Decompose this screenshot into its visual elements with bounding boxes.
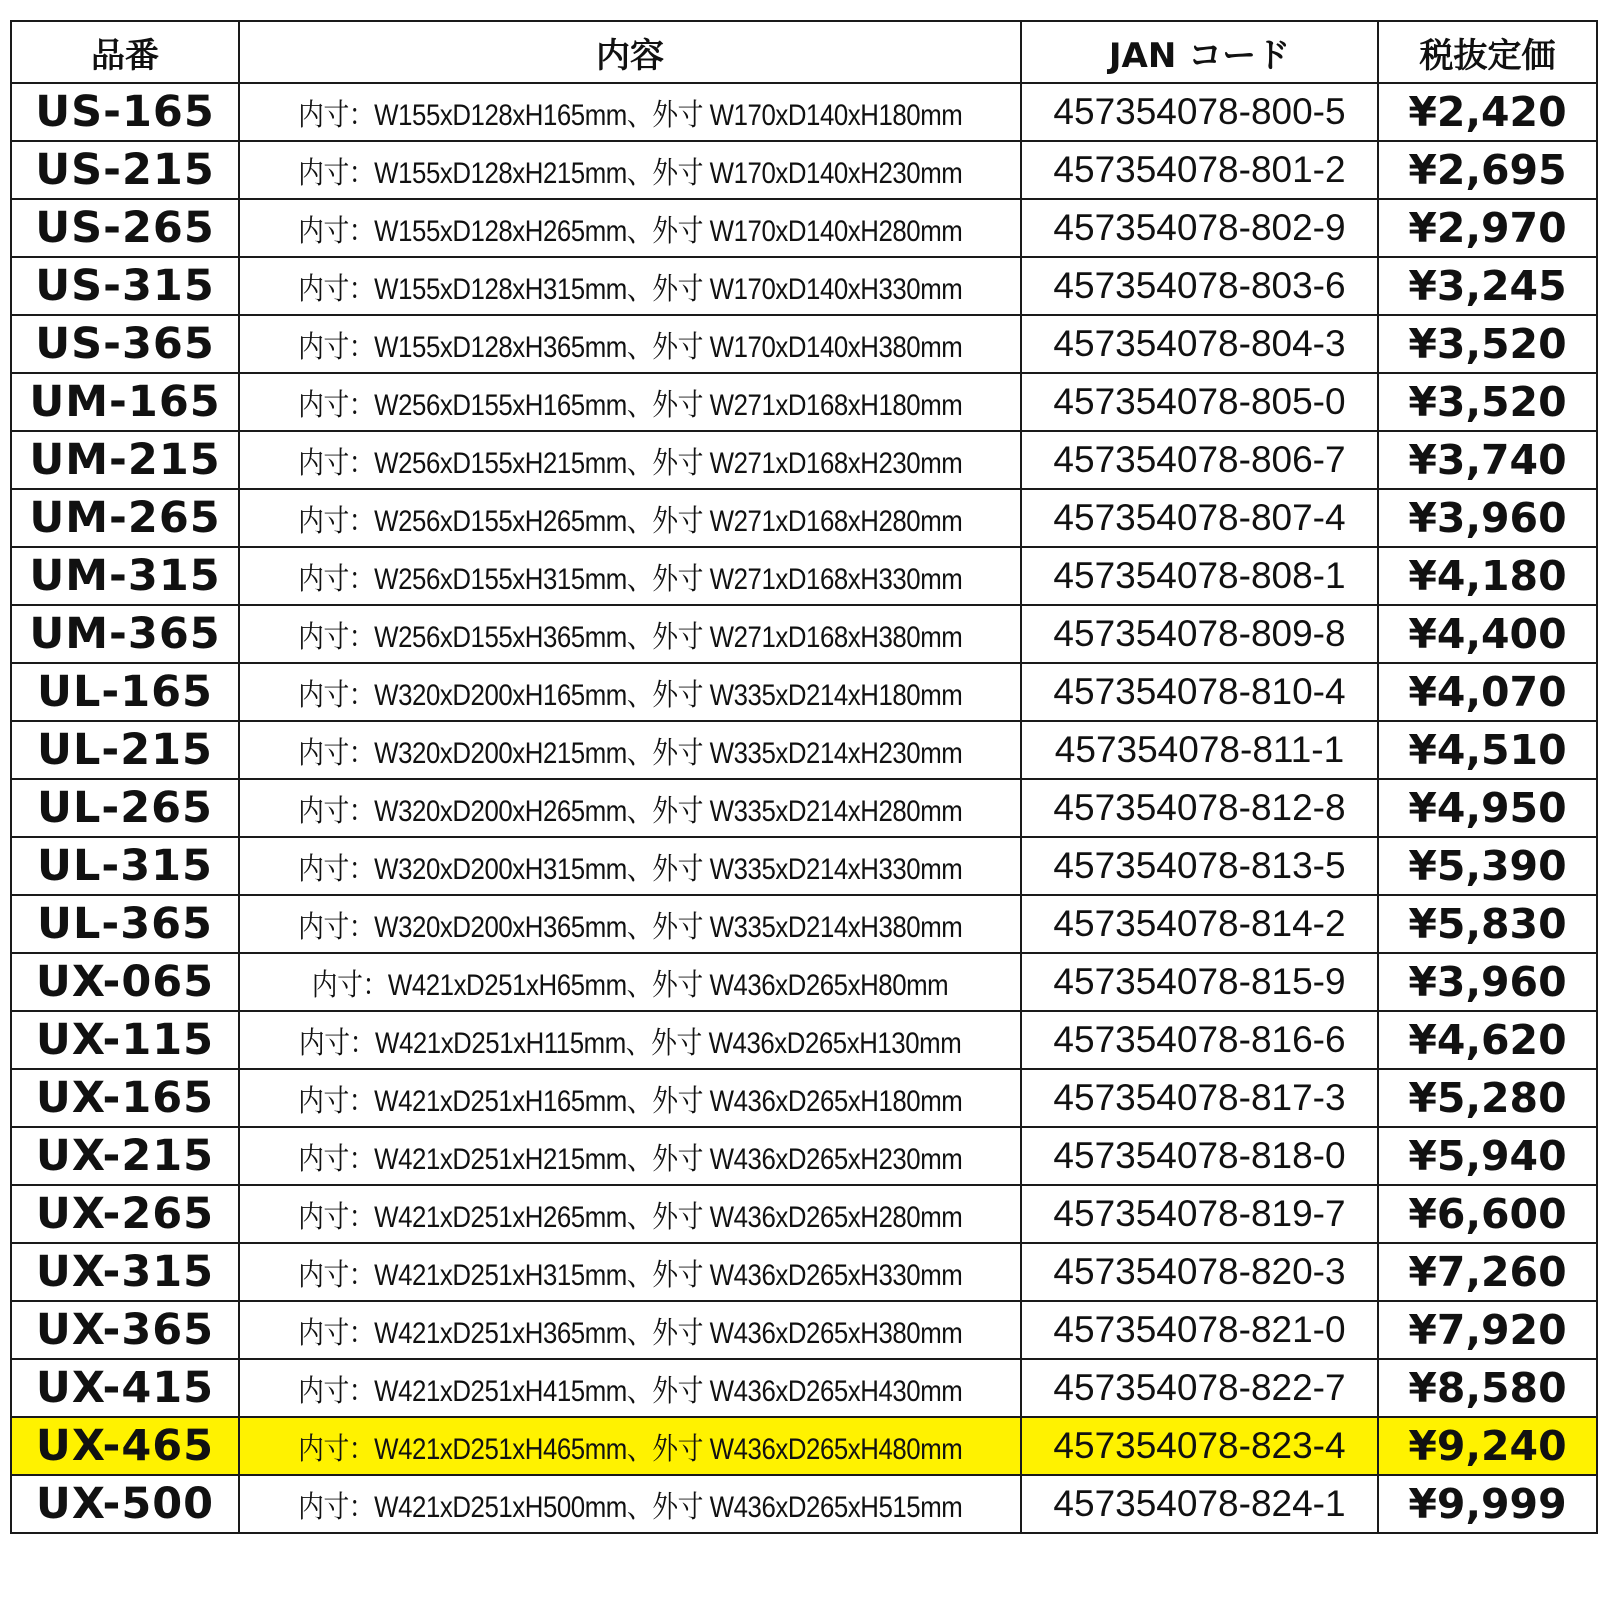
price-cell: ¥5,280	[1378, 1069, 1597, 1127]
description-cell	[239, 141, 1021, 199]
description-cell	[239, 1301, 1021, 1359]
jan-code-cell: 457354078-814-2	[1021, 895, 1378, 953]
header-part-number: 品番	[11, 21, 239, 83]
jan-code-cell: 457354078-815-9	[1021, 953, 1378, 1011]
table-row	[11, 489, 1597, 547]
jan-code-cell: 457354078-813-5	[1021, 837, 1378, 895]
table-row	[11, 837, 1597, 895]
price-cell: ¥5,940	[1378, 1127, 1597, 1185]
description-cell	[239, 1185, 1021, 1243]
description-cell	[239, 779, 1021, 837]
part-number-cell: UX-265	[11, 1185, 239, 1243]
description-cell	[239, 605, 1021, 663]
description-text: 内寸：W320xD200xH215mm、外寸 W335xD214xH230mm	[297, 737, 963, 770]
description-text: 内寸：W155xD128xH215mm、外寸 W170xD140xH230mm	[297, 157, 963, 190]
price-cell: ¥2,695	[1378, 141, 1597, 199]
table-row	[11, 1011, 1597, 1069]
jan-code-cell: 457354078-811-1	[1021, 721, 1378, 779]
jan-code-cell: 457354078-806-7	[1021, 431, 1378, 489]
table-row	[11, 721, 1597, 779]
part-number-cell: UX-315	[11, 1243, 239, 1301]
price-cell: ¥5,390	[1378, 837, 1597, 895]
price-cell: ¥4,620	[1378, 1011, 1597, 1069]
description-text: 内寸：W421xD251xH315mm、外寸 W436xD265xH330mm	[297, 1259, 963, 1292]
description-cell	[239, 1359, 1021, 1417]
description-cell	[239, 83, 1021, 141]
jan-code-cell: 457354078-802-9	[1021, 199, 1378, 257]
table-row	[11, 1417, 1597, 1475]
table-row	[11, 1127, 1597, 1185]
price-cell: ¥7,260	[1378, 1243, 1597, 1301]
jan-code-cell: 457354078-805-0	[1021, 373, 1378, 431]
jan-code-cell: 457354078-807-4	[1021, 489, 1378, 547]
description-text: 内寸：W256xD155xH165mm、外寸 W271xD168xH180mm	[297, 389, 963, 422]
jan-code-cell: 457354078-817-3	[1021, 1069, 1378, 1127]
table-row	[11, 953, 1597, 1011]
jan-code-cell: 457354078-809-8	[1021, 605, 1378, 663]
description-text: 内寸：W421xD251xH265mm、外寸 W436xD265xH280mm	[297, 1201, 963, 1234]
description-text: 内寸：W256xD155xH315mm、外寸 W271xD168xH330mm	[297, 563, 963, 596]
description-text: 内寸：W421xD251xH165mm、外寸 W436xD265xH180mm	[297, 1085, 963, 1118]
part-number-cell: US-365	[11, 315, 239, 373]
price-cell: ¥4,510	[1378, 721, 1597, 779]
price-cell: ¥6,600	[1378, 1185, 1597, 1243]
price-cell: ¥5,830	[1378, 895, 1597, 953]
description-cell	[239, 721, 1021, 779]
description-cell	[239, 953, 1021, 1011]
description-cell	[239, 1417, 1021, 1475]
table-row	[11, 1243, 1597, 1301]
price-cell: ¥7,920	[1378, 1301, 1597, 1359]
jan-code-cell: 457354078-804-3	[1021, 315, 1378, 373]
part-number-cell: UX-415	[11, 1359, 239, 1417]
price-cell: ¥3,520	[1378, 373, 1597, 431]
part-number-cell: UL-215	[11, 721, 239, 779]
description-cell	[239, 489, 1021, 547]
part-number-cell: UM-265	[11, 489, 239, 547]
description-cell	[239, 1243, 1021, 1301]
part-number-cell: UX-115	[11, 1011, 239, 1069]
part-number-cell: UX-065	[11, 953, 239, 1011]
table-row	[11, 605, 1597, 663]
part-number-cell: UL-165	[11, 663, 239, 721]
price-cell: ¥3,960	[1378, 953, 1597, 1011]
description-text: 内寸：W256xD155xH365mm、外寸 W271xD168xH380mm	[297, 621, 963, 654]
price-cell: ¥3,960	[1378, 489, 1597, 547]
part-number-cell: US-165	[11, 83, 239, 141]
description-cell	[239, 837, 1021, 895]
jan-code-cell: 457354078-818-0	[1021, 1127, 1378, 1185]
description-text: 内寸：W320xD200xH365mm、外寸 W335xD214xH380mm	[297, 911, 963, 944]
description-cell	[239, 1069, 1021, 1127]
jan-code-cell: 457354078-816-6	[1021, 1011, 1378, 1069]
table-row	[11, 663, 1597, 721]
table-row	[11, 1359, 1597, 1417]
description-text: 内寸：W421xD251xH215mm、外寸 W436xD265xH230mm	[297, 1143, 963, 1176]
description-text: 内寸：W320xD200xH315mm、外寸 W335xD214xH330mm	[297, 853, 963, 886]
table-row	[11, 1475, 1597, 1533]
description-cell	[239, 1011, 1021, 1069]
description-text: 内寸：W421xD251xH415mm、外寸 W436xD265xH430mm	[297, 1375, 963, 1408]
price-cell: ¥9,999	[1378, 1475, 1597, 1533]
description-text: 内寸：W320xD200xH265mm、外寸 W335xD214xH280mm	[297, 795, 963, 828]
price-cell: ¥4,070	[1378, 663, 1597, 721]
price-cell: ¥3,520	[1378, 315, 1597, 373]
price-cell: ¥8,580	[1378, 1359, 1597, 1417]
table-row	[11, 141, 1597, 199]
description-text: 内寸：W421xD251xH65mm、外寸 W436xD265xH80mm	[311, 969, 949, 1002]
part-number-cell: UX-165	[11, 1069, 239, 1127]
part-number-cell: UM-315	[11, 547, 239, 605]
jan-code-cell: 457354078-812-8	[1021, 779, 1378, 837]
description-text: 内寸：W155xD128xH265mm、外寸 W170xD140xH280mm	[297, 215, 963, 248]
table-row	[11, 431, 1597, 489]
header-jan-code: JAN コード	[1021, 21, 1378, 83]
description-text: 内寸：W155xD128xH365mm、外寸 W170xD140xH380mm	[297, 331, 963, 364]
description-text: 内寸：W320xD200xH165mm、外寸 W335xD214xH180mm	[297, 679, 963, 712]
product-price-table	[10, 20, 1598, 1534]
part-number-cell: UM-365	[11, 605, 239, 663]
description-cell	[239, 895, 1021, 953]
part-number-cell: UX-215	[11, 1127, 239, 1185]
table-row	[11, 315, 1597, 373]
jan-code-cell: 457354078-819-7	[1021, 1185, 1378, 1243]
jan-code-cell: 457354078-823-4	[1021, 1417, 1378, 1475]
table-row	[11, 895, 1597, 953]
part-number-cell: US-315	[11, 257, 239, 315]
header-row	[11, 21, 1597, 83]
description-text: 内寸：W155xD128xH165mm、外寸 W170xD140xH180mm	[297, 99, 963, 132]
description-cell	[239, 257, 1021, 315]
price-cell: ¥3,740	[1378, 431, 1597, 489]
table-row	[11, 779, 1597, 837]
part-number-cell: UX-500	[11, 1475, 239, 1533]
price-cell: ¥2,970	[1378, 199, 1597, 257]
table-row	[11, 1185, 1597, 1243]
part-number-cell: UM-165	[11, 373, 239, 431]
jan-code-cell: 457354078-824-1	[1021, 1475, 1378, 1533]
part-number-cell: US-215	[11, 141, 239, 199]
table-header	[11, 21, 1597, 83]
description-cell	[239, 373, 1021, 431]
price-cell: ¥4,950	[1378, 779, 1597, 837]
description-cell	[239, 199, 1021, 257]
table-row	[11, 1301, 1597, 1359]
table-row	[11, 199, 1597, 257]
description-text: 内寸：W421xD251xH115mm、外寸 W436xD265xH130mm	[298, 1027, 962, 1060]
table-row	[11, 373, 1597, 431]
table-row	[11, 83, 1597, 141]
part-number-cell: UX-365	[11, 1301, 239, 1359]
header-description: 内容	[239, 21, 1021, 83]
description-text: 内寸：W256xD155xH265mm、外寸 W271xD168xH280mm	[297, 505, 963, 538]
price-cell: ¥9,240	[1378, 1417, 1597, 1475]
description-cell	[239, 663, 1021, 721]
price-cell: ¥2,420	[1378, 83, 1597, 141]
table-row	[11, 547, 1597, 605]
description-cell	[239, 431, 1021, 489]
part-number-cell: UM-215	[11, 431, 239, 489]
jan-code-cell: 457354078-820-3	[1021, 1243, 1378, 1301]
part-number-cell: UL-365	[11, 895, 239, 953]
part-number-cell: UX-465	[11, 1417, 239, 1475]
jan-code-cell: 457354078-821-0	[1021, 1301, 1378, 1359]
description-cell	[239, 1475, 1021, 1533]
table-row	[11, 257, 1597, 315]
jan-code-cell: 457354078-810-4	[1021, 663, 1378, 721]
description-cell	[239, 1127, 1021, 1185]
jan-code-cell: 457354078-803-6	[1021, 257, 1378, 315]
header-price: 税抜定価	[1378, 21, 1597, 83]
description-text: 内寸：W155xD128xH315mm、外寸 W170xD140xH330mm	[297, 273, 963, 306]
price-cell: ¥4,400	[1378, 605, 1597, 663]
description-text: 内寸：W256xD155xH215mm、外寸 W271xD168xH230mm	[297, 447, 963, 480]
table-body	[11, 83, 1597, 1533]
jan-code-cell: 457354078-822-7	[1021, 1359, 1378, 1417]
description-text: 内寸：W421xD251xH365mm、外寸 W436xD265xH380mm	[297, 1317, 963, 1350]
part-number-cell: UL-315	[11, 837, 239, 895]
description-text: 内寸：W421xD251xH465mm、外寸 W436xD265xH480mm	[297, 1433, 963, 1466]
description-cell	[239, 547, 1021, 605]
price-cell: ¥4,180	[1378, 547, 1597, 605]
table-row	[11, 1069, 1597, 1127]
price-cell: ¥3,245	[1378, 257, 1597, 315]
part-number-cell: US-265	[11, 199, 239, 257]
jan-code-cell: 457354078-800-5	[1021, 83, 1378, 141]
description-cell	[239, 315, 1021, 373]
jan-code-cell: 457354078-808-1	[1021, 547, 1378, 605]
part-number-cell: UL-265	[11, 779, 239, 837]
jan-code-cell: 457354078-801-2	[1021, 141, 1378, 199]
description-text: 内寸：W421xD251xH500mm、外寸 W436xD265xH515mm	[297, 1491, 963, 1524]
